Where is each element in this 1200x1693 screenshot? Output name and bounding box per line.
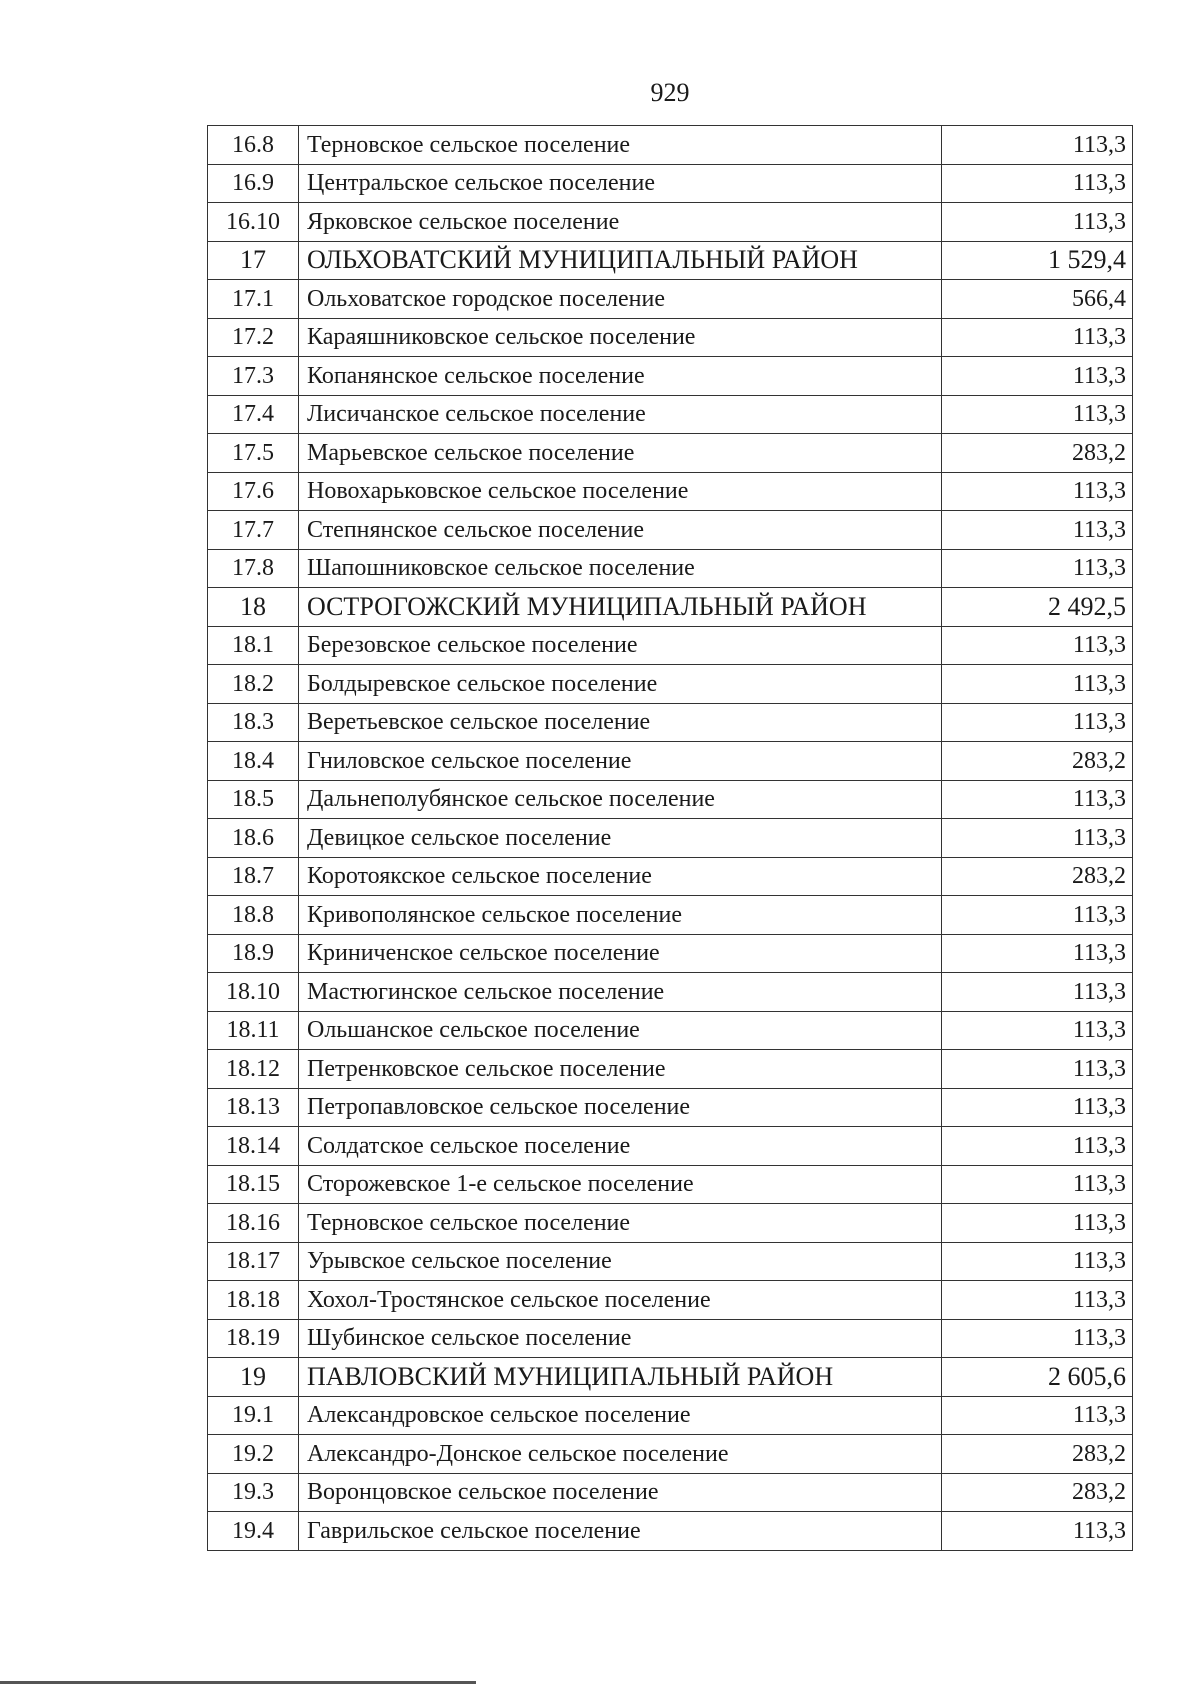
footer-rule <box>0 1681 476 1684</box>
row-value-cell: 113,3 <box>942 1204 1133 1243</box>
row-value-cell: 113,3 <box>942 1088 1133 1127</box>
row-value-cell: 113,3 <box>942 1319 1133 1358</box>
row-name-cell: Сторожевское 1-е сельское поселение <box>299 1165 942 1204</box>
row-number-cell: 18 <box>208 588 299 627</box>
row-name-cell: Марьевское сельское поселение <box>299 434 942 473</box>
settlement-row <box>208 1011 1133 1050</box>
row-name-cell: Березовское сельское поселение <box>299 626 942 665</box>
row-number-cell: 18.10 <box>208 973 299 1012</box>
row-value-cell: 113,3 <box>942 819 1133 858</box>
row-value-cell: 566,4 <box>942 280 1133 319</box>
page-number: 929 <box>650 78 690 107</box>
district-row <box>208 1358 1133 1397</box>
row-value-cell: 113,3 <box>942 472 1133 511</box>
row-name-cell: Хохол-Тростянское сельское поселение <box>299 1281 942 1320</box>
row-number-cell: 17.2 <box>208 318 299 357</box>
settlement-row <box>208 703 1133 742</box>
allocation-table <box>207 125 1133 1551</box>
row-number-cell: 18.12 <box>208 1050 299 1089</box>
settlement-row <box>208 1512 1133 1551</box>
row-number-cell: 18.8 <box>208 896 299 935</box>
row-name-cell: Шапошниковское сельское поселение <box>299 549 942 588</box>
row-number-cell: 18.13 <box>208 1088 299 1127</box>
district-row <box>208 588 1133 627</box>
row-value-cell: 283,2 <box>942 1435 1133 1474</box>
row-number-cell: 17 <box>208 241 299 280</box>
row-name-cell: Лисичанское сельское поселение <box>299 395 942 434</box>
settlement-row <box>208 164 1133 203</box>
settlement-row <box>208 780 1133 819</box>
row-value-cell: 283,2 <box>942 857 1133 896</box>
settlement-row <box>208 511 1133 550</box>
row-name-cell: Гаврильское сельское поселение <box>299 1512 942 1551</box>
settlement-row <box>208 472 1133 511</box>
row-name-cell: Болдыревское сельское поселение <box>299 665 942 704</box>
row-number-cell: 17.6 <box>208 472 299 511</box>
row-value-cell: 113,3 <box>942 549 1133 588</box>
row-number-cell: 18.2 <box>208 665 299 704</box>
row-number-cell: 18.17 <box>208 1242 299 1281</box>
row-number-cell: 16.10 <box>208 203 299 242</box>
settlement-row <box>208 126 1133 165</box>
settlement-row <box>208 1435 1133 1474</box>
row-value-cell: 283,2 <box>942 434 1133 473</box>
row-value-cell: 113,3 <box>942 703 1133 742</box>
settlement-row <box>208 549 1133 588</box>
settlement-row <box>208 318 1133 357</box>
settlement-row <box>208 665 1133 704</box>
settlement-row <box>208 626 1133 665</box>
row-number-cell: 18.6 <box>208 819 299 858</box>
row-value-cell: 113,3 <box>942 934 1133 973</box>
row-name-cell: Ярковское сельское поселение <box>299 203 942 242</box>
row-value-cell: 113,3 <box>942 1011 1133 1050</box>
row-name-cell: Кривополянское сельское поселение <box>299 896 942 935</box>
row-value-cell: 113,3 <box>942 318 1133 357</box>
row-number-cell: 18.14 <box>208 1127 299 1166</box>
row-number-cell: 19.1 <box>208 1396 299 1435</box>
row-value-cell: 113,3 <box>942 1396 1133 1435</box>
row-value-cell: 113,3 <box>942 973 1133 1012</box>
row-name-cell: Гниловское сельское поселение <box>299 742 942 781</box>
row-number-cell: 17.5 <box>208 434 299 473</box>
row-name-cell: Криниченское сельское поселение <box>299 934 942 973</box>
row-number-cell: 18.9 <box>208 934 299 973</box>
settlement-row <box>208 1281 1133 1320</box>
row-number-cell: 18.5 <box>208 780 299 819</box>
row-number-cell: 19.4 <box>208 1512 299 1551</box>
row-name-cell: Веретьевское сельское поселение <box>299 703 942 742</box>
settlement-row <box>208 857 1133 896</box>
row-name-cell: Коротоякское сельское поселение <box>299 857 942 896</box>
row-name-cell: Мастюгинское сельское поселение <box>299 973 942 1012</box>
row-number-cell: 18.19 <box>208 1319 299 1358</box>
table-body <box>208 126 1133 1551</box>
row-name-cell: Караяшниковское сельское поселение <box>299 318 942 357</box>
settlement-row <box>208 1204 1133 1243</box>
row-name-cell: Степнянское сельское поселение <box>299 511 942 550</box>
settlement-row <box>208 1127 1133 1166</box>
row-value-cell: 113,3 <box>942 126 1133 165</box>
row-number-cell: 18.3 <box>208 703 299 742</box>
row-value-cell: 113,3 <box>942 511 1133 550</box>
row-name-cell: Копанянское сельское поселение <box>299 357 942 396</box>
row-number-cell: 17.4 <box>208 395 299 434</box>
row-value-cell: 113,3 <box>942 203 1133 242</box>
row-name-cell: Шубинское сельское поселение <box>299 1319 942 1358</box>
row-number-cell: 19 <box>208 1358 299 1397</box>
row-number-cell: 17.3 <box>208 357 299 396</box>
row-name-cell: Новохарьковское сельское поселение <box>299 472 942 511</box>
row-name-cell: Терновское сельское поселение <box>299 1204 942 1243</box>
row-number-cell: 18.18 <box>208 1281 299 1320</box>
row-value-cell: 1 529,4 <box>942 241 1133 280</box>
row-value-cell: 113,3 <box>942 780 1133 819</box>
settlement-row <box>208 434 1133 473</box>
row-name-cell: Петропавловское сельское поселение <box>299 1088 942 1127</box>
row-value-cell: 283,2 <box>942 742 1133 781</box>
row-value-cell: 113,3 <box>942 626 1133 665</box>
settlement-row <box>208 1242 1133 1281</box>
row-value-cell: 113,3 <box>942 665 1133 704</box>
row-number-cell: 17.8 <box>208 549 299 588</box>
row-number-cell: 19.3 <box>208 1473 299 1512</box>
row-name-cell: Урывское сельское поселение <box>299 1242 942 1281</box>
settlement-row <box>208 742 1133 781</box>
row-value-cell: 113,3 <box>942 896 1133 935</box>
settlement-row <box>208 973 1133 1012</box>
row-value-cell: 113,3 <box>942 164 1133 203</box>
row-name-cell: Петренковское сельское поселение <box>299 1050 942 1089</box>
row-name-cell: ОЛЬХОВАТСКИЙ МУНИЦИПАЛЬНЫЙ РАЙОН <box>299 241 942 280</box>
settlement-row <box>208 1088 1133 1127</box>
row-value-cell: 283,2 <box>942 1473 1133 1512</box>
row-name-cell: Воронцовское сельское поселение <box>299 1473 942 1512</box>
settlement-row <box>208 1396 1133 1435</box>
row-name-cell: Дальнеполубянское сельское поселение <box>299 780 942 819</box>
row-name-cell: Девицкое сельское поселение <box>299 819 942 858</box>
row-value-cell: 113,3 <box>942 1242 1133 1281</box>
row-name-cell: Центральское сельское поселение <box>299 164 942 203</box>
settlement-row <box>208 934 1133 973</box>
row-name-cell: Солдатское сельское поселение <box>299 1127 942 1166</box>
row-number-cell: 18.15 <box>208 1165 299 1204</box>
row-value-cell: 113,3 <box>942 395 1133 434</box>
row-value-cell: 113,3 <box>942 1127 1133 1166</box>
row-value-cell: 2 605,6 <box>942 1358 1133 1397</box>
row-number-cell: 17.1 <box>208 280 299 319</box>
row-number-cell: 16.8 <box>208 126 299 165</box>
row-name-cell: ПАВЛОВСКИЙ МУНИЦИПАЛЬНЫЙ РАЙОН <box>299 1358 942 1397</box>
settlement-row <box>208 1473 1133 1512</box>
row-value-cell: 2 492,5 <box>942 588 1133 627</box>
settlement-row <box>208 819 1133 858</box>
row-number-cell: 18.7 <box>208 857 299 896</box>
row-number-cell: 18.1 <box>208 626 299 665</box>
row-value-cell: 113,3 <box>942 1512 1133 1551</box>
settlement-row <box>208 357 1133 396</box>
row-name-cell: Терновское сельское поселение <box>299 126 942 165</box>
row-number-cell: 18.11 <box>208 1011 299 1050</box>
settlement-row <box>208 203 1133 242</box>
row-number-cell: 16.9 <box>208 164 299 203</box>
row-number-cell: 18.16 <box>208 1204 299 1243</box>
row-number-cell: 17.7 <box>208 511 299 550</box>
row-name-cell: ОСТРОГОЖСКИЙ МУНИЦИПАЛЬНЫЙ РАЙОН <box>299 588 942 627</box>
settlement-row <box>208 1165 1133 1204</box>
row-name-cell: Александро-Донское сельское поселение <box>299 1435 942 1474</box>
row-name-cell: Ольховатское городское поселение <box>299 280 942 319</box>
settlement-row <box>208 395 1133 434</box>
district-row <box>208 241 1133 280</box>
row-name-cell: Ольшанское сельское поселение <box>299 1011 942 1050</box>
row-number-cell: 18.4 <box>208 742 299 781</box>
row-name-cell: Александровское сельское поселение <box>299 1396 942 1435</box>
row-number-cell: 19.2 <box>208 1435 299 1474</box>
settlement-row <box>208 896 1133 935</box>
row-value-cell: 113,3 <box>942 1165 1133 1204</box>
row-value-cell: 113,3 <box>942 357 1133 396</box>
settlement-row <box>208 1050 1133 1089</box>
row-value-cell: 113,3 <box>942 1050 1133 1089</box>
settlement-row <box>208 1319 1133 1358</box>
row-value-cell: 113,3 <box>942 1281 1133 1320</box>
settlement-row <box>208 280 1133 319</box>
